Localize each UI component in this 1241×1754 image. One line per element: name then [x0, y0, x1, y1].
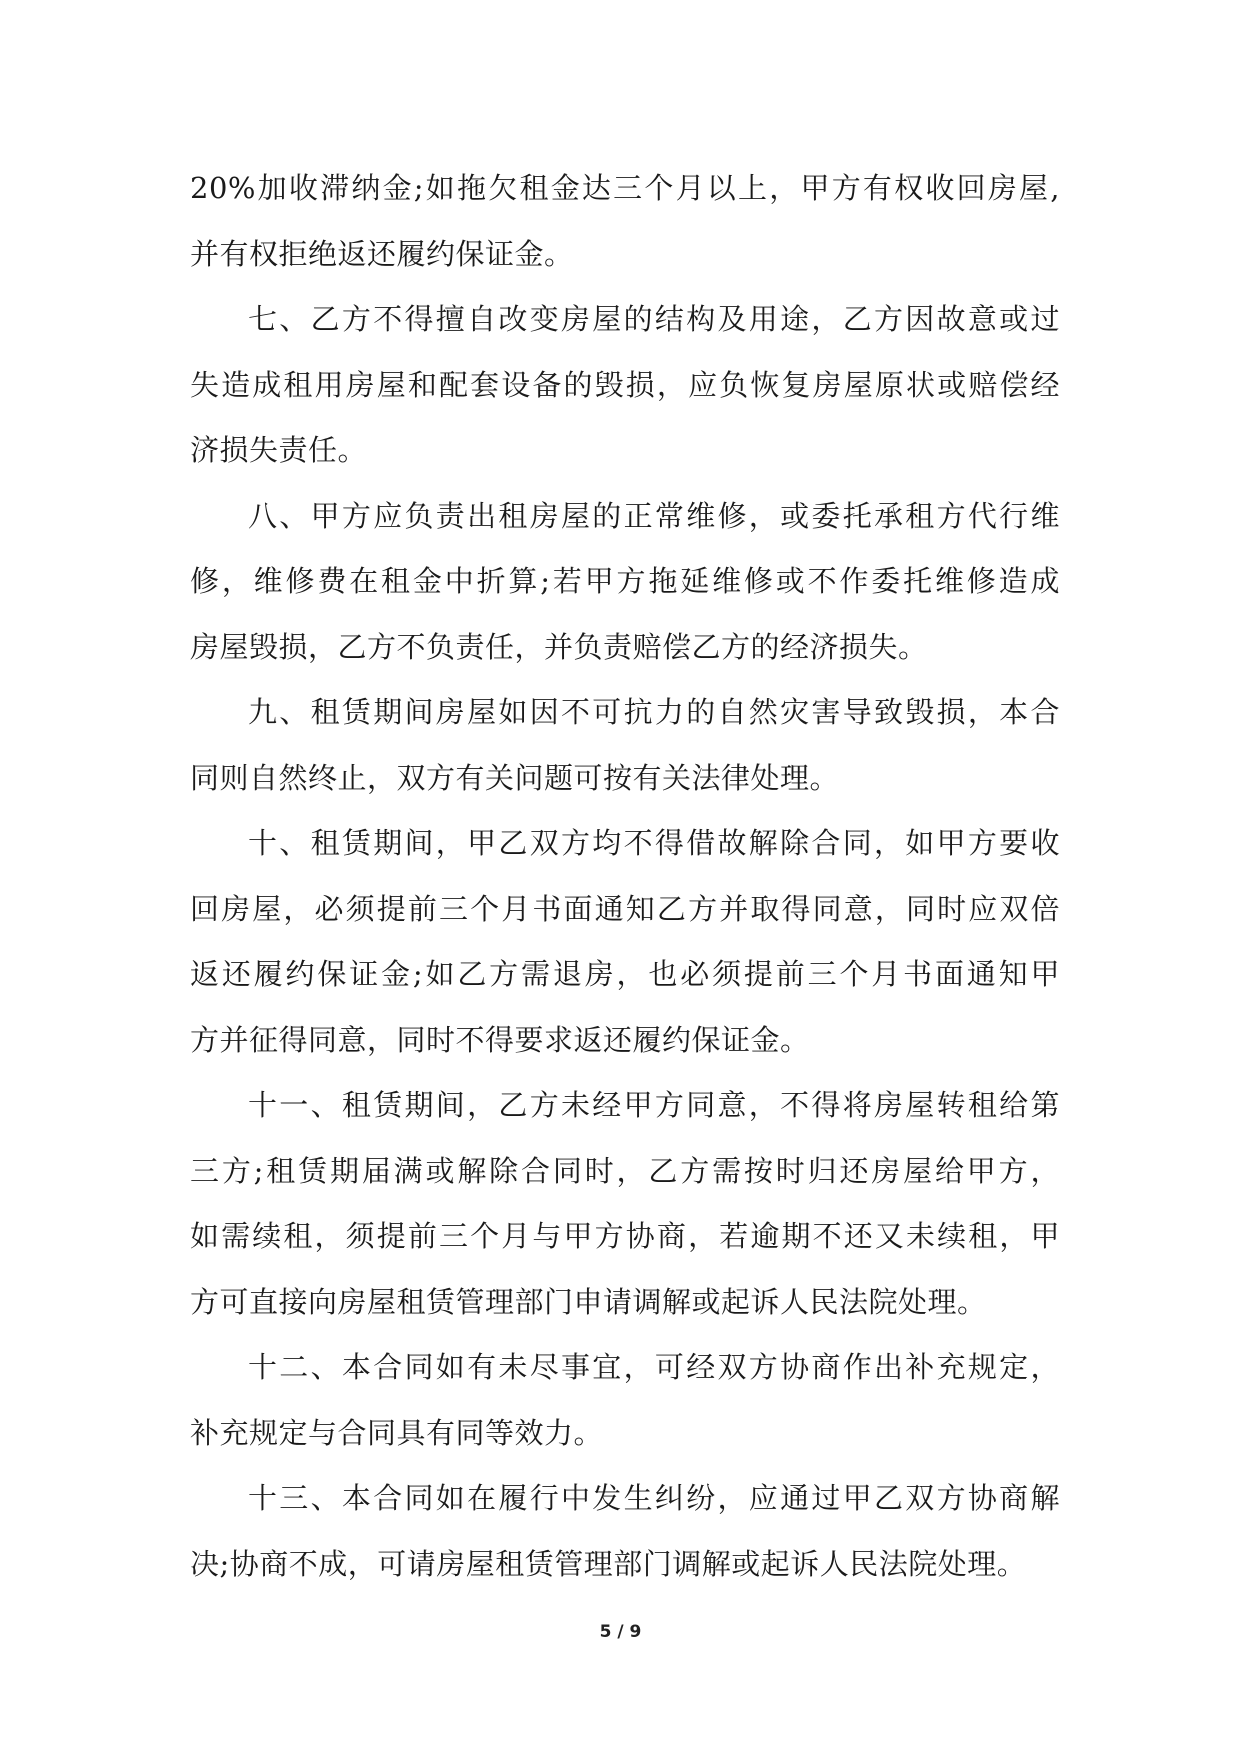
contract-paragraph — [190, 287, 1060, 484]
contract-paragraph — [190, 156, 1060, 287]
contract-body — [190, 156, 1060, 1597]
paragraph-line: 济损失责任。 — [190, 433, 368, 467]
paragraph-line: 回房屋，必须提前三个月书面通知乙方并取得同意，同时应双倍 — [190, 891, 1060, 926]
paragraph-line: 三方;租赁期届满或解除合同时，乙方需按时归还房屋给甲方， — [190, 1153, 1060, 1188]
paragraph-line: 十、租赁期间，甲乙双方均不得借故解除合同，如甲方要收 — [248, 826, 1060, 860]
contract-paragraph — [190, 811, 1060, 1073]
contract-paragraph — [190, 484, 1060, 681]
paragraph-line: 方可直接向房屋租赁管理部门申请调解或起诉人民法院处理。 — [190, 1284, 987, 1319]
paragraph-line: 同则自然终止，双方有关问题可按有关法律处理。 — [190, 760, 840, 795]
paragraph-line: 返还履约保证金;如乙方需退房，也必须提前三个月书面通知甲 — [190, 957, 1060, 991]
paragraph-line: 如需续租，须提前三个月与甲方协商，若逾期不还又未续租，甲 — [190, 1219, 1060, 1253]
paragraph-line: 七、乙方不得擅自改变房屋的结构及用途，乙方因故意或过 — [248, 302, 1060, 336]
paragraph-line: 十二、本合同如有未尽事宜，可经双方协商作出补充规定， — [248, 1350, 1060, 1384]
document-page — [190, 0, 1060, 1754]
paragraph-line: 补充规定与合同具有同等效力。 — [190, 1415, 604, 1450]
contract-paragraph — [190, 680, 1060, 811]
paragraph-line: 方并征得同意，同时不得要求返还履约保证金。 — [190, 1022, 810, 1057]
page-number: 5 / 9 — [599, 1622, 642, 1642]
contract-paragraph — [190, 1073, 1060, 1335]
paragraph-line: 十三、本合同如在履行中发生纠纷，应通过甲乙双方协商解 — [248, 1481, 1060, 1515]
contract-paragraph — [190, 1466, 1060, 1597]
paragraph-line: 十一、租赁期间，乙方未经甲方同意，不得将房屋转租给第 — [248, 1088, 1060, 1122]
paragraph-line: 20%加收滞纳金;如拖欠租金达三个月以上，甲方有权收回房屋, — [190, 171, 1060, 205]
paragraph-line: 房屋毁损，乙方不负责任，并负责赔偿乙方的经济损失。 — [190, 629, 928, 664]
paragraph-line: 九、租赁期间房屋如因不可抗力的自然灾害导致毁损，本合 — [248, 695, 1060, 729]
paragraph-line: 八、甲方应负责出租房屋的正常维修，或委托承租方代行维 — [248, 498, 1060, 533]
paragraph-line: 修，维修费在租金中折算;若甲方拖延维修或不作委托维修造成 — [190, 564, 1060, 598]
paragraph-line: 并有权拒绝返还履约保证金。 — [190, 236, 574, 271]
contract-paragraph — [190, 1335, 1060, 1466]
paragraph-line: 失造成租用房屋和配套设备的毁损，应负恢复房屋原状或赔偿经 — [190, 367, 1060, 402]
paragraph-line: 决;协商不成，可请房屋租赁管理部门调解或起诉人民法院处理。 — [190, 1546, 1027, 1581]
